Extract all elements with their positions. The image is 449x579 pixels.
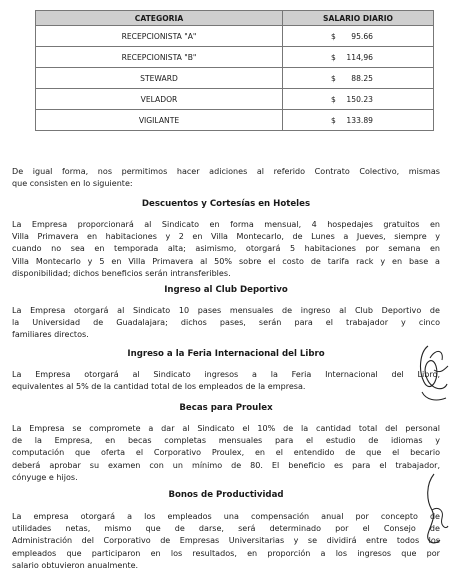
currency-symbol: $ — [331, 52, 336, 62]
text-line: La Empresa otorgará al Sindicato 10 pases mensuales de ingreso al Club Deportivo de — [12, 306, 440, 315]
column-header-daily-salary: SALARIO DIARIO — [283, 11, 434, 26]
salary-amount: 95.66 — [351, 31, 373, 41]
section-body-hotels — [12, 219, 440, 280]
text-line: cónyuge e hijos. — [12, 472, 78, 482]
table-row — [36, 68, 434, 89]
section-body-book-fair — [12, 369, 440, 393]
text-line: equivalentes al 5% de la cantidad total de los empleados de la empresa. — [12, 382, 306, 392]
text-line: cuando no sea en temporada alta; asimismo, otorgará 5 habitaciones por semana en — [12, 244, 440, 254]
salary-cell — [283, 89, 434, 110]
text-line: la Universidad de Guadalajara; dichos pases, serán para el trabajador y cinco — [12, 318, 440, 328]
intro-paragraph — [12, 166, 440, 190]
salary-amount: 114,96 — [346, 52, 373, 62]
currency-symbol: $ — [331, 31, 336, 41]
salary-cell — [283, 26, 434, 47]
category-cell: STEWARD — [36, 68, 283, 89]
category-cell: VIGILANTE — [36, 110, 283, 131]
section-body-proulex — [12, 423, 440, 484]
text-line: Villa Primavera en habitaciones y 2 en Villa Montecarlo, de Lunes a Jueves, siempre y — [12, 232, 440, 242]
section-body-sports-club — [12, 305, 440, 342]
salary-cell — [283, 47, 434, 68]
column-header-category: CATEGORIA — [36, 11, 283, 26]
salary-amount: 150.23 — [346, 94, 373, 104]
margin-signature-upper — [410, 340, 449, 410]
salary-cell — [283, 110, 434, 131]
text-line: salario obtuvieron anualmente. — [12, 560, 139, 570]
text-line: De igual forma, nos permitimos hacer adiciones al referido Contrato Colectivo, mismas — [12, 167, 440, 176]
text-line: La empresa otorgará a los empleados una compensación anual por concepto de — [12, 512, 440, 521]
salary-amount: 88.25 — [351, 73, 373, 83]
table-header-row — [36, 11, 434, 26]
text-line: empleados que participaron en los resultados, en proporción a los ingresos que por — [12, 548, 440, 558]
section-heading-productivity: Bonos de Productividad — [168, 490, 284, 500]
table-row — [36, 26, 434, 47]
text-line: La Empresa proporcionará al Sindicato en forma mensual, 4 hospedajes gratuitos en — [12, 220, 440, 229]
text-line: La Empresa se compromete a dar al Sindicato el 10% de la cantidad total del personal — [12, 424, 440, 433]
section-heading-sports-club: Ingreso al Club Deportivo — [164, 285, 288, 295]
margin-signature-lower — [420, 470, 449, 550]
table-row — [36, 47, 434, 68]
text-line: La Empresa otorgará al Sindicato ingresos a la Feria Internacional del Libro, — [12, 370, 440, 379]
salary-table — [35, 10, 434, 131]
text-line: deberá aprobar su examen con un mínimo de 80. El beneficio es para el trabajador, — [12, 460, 440, 470]
section-heading-hotels: Descuentos y Cortesías en Hoteles — [141, 199, 311, 209]
text-line: computación que oferta el Corporativo Proulex, en el entendido de que el becario — [12, 448, 440, 458]
table-row — [36, 110, 434, 131]
text-line: Villa Montecarlo y 5 en Villa Primavera al 50% sobre el costo de tarifa rack y en base a — [12, 256, 440, 266]
salary-amount: 133.89 — [346, 115, 373, 125]
text-line: que consisten en lo siguiente: — [12, 179, 133, 189]
currency-symbol: $ — [331, 94, 336, 104]
text-line: familiares directos. — [12, 330, 89, 340]
currency-symbol: $ — [331, 73, 336, 83]
salary-cell — [283, 68, 434, 89]
text-line: Administración del Corporativo de Empresas Universitarias y se dividirá entre todos los — [12, 536, 440, 546]
category-cell: RECEPCIONISTA "B" — [36, 47, 283, 68]
table-row — [36, 89, 434, 110]
text-line: utilidades netas, mismo que de darse, será determinado por el Consejo de — [12, 524, 440, 534]
category-cell: VELADOR — [36, 89, 283, 110]
section-heading-book-fair: Ingreso a la Feria Internacional del Libro — [127, 349, 325, 359]
category-cell: RECEPCIONISTA "A" — [36, 26, 283, 47]
text-line: de la Empresa, en becas completas mensuales para el estudio de idiomas y — [12, 436, 440, 446]
currency-symbol: $ — [331, 115, 336, 125]
section-body-productivity — [12, 511, 440, 572]
text-line: disponibilidad; dichos beneficios serán intransferibles. — [12, 268, 231, 278]
section-heading-proulex: Becas para Proulex — [179, 403, 273, 413]
